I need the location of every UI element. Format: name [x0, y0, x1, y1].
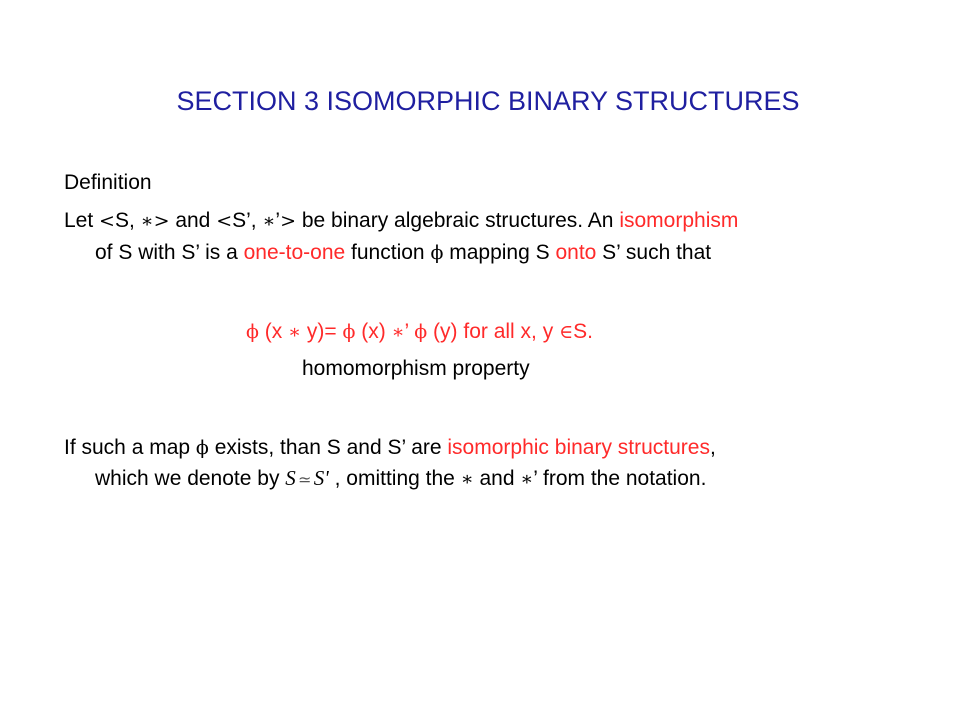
text-and: and — [473, 467, 521, 490]
text-such-that: S’ such that — [596, 241, 712, 264]
text-s-prime: S’, — [232, 209, 263, 232]
term-one-to-one: one-to-one — [243, 241, 346, 264]
formula-part: (y) for all x, y — [427, 320, 560, 343]
phi-symbol: ϕ — [414, 321, 428, 343]
rangle-symbol: > — [280, 210, 296, 232]
rangle-symbol: > — [153, 210, 170, 232]
formula-part: y)= — [301, 320, 343, 343]
isomorphic-line-2 — [95, 464, 706, 494]
text-function: function — [345, 241, 431, 264]
text-and: and — [169, 209, 217, 232]
math-s: S — [285, 466, 296, 490]
star-operator: ∗ — [140, 210, 154, 232]
definition-line-1 — [64, 207, 738, 235]
text-structures: be binary algebraic structures. An — [295, 209, 620, 232]
star-operator: ∗ — [460, 468, 474, 490]
text-mapping: mapping S — [443, 241, 556, 264]
term-onto: onto — [555, 241, 597, 264]
text-exists: exists, than S and S’ are — [208, 436, 448, 459]
star-operator-prime: ∗ — [262, 210, 276, 232]
element-of-symbol: ∈ — [559, 321, 574, 343]
definition-line-2 — [95, 239, 711, 267]
math-s-prime: S' — [313, 466, 329, 490]
slide-title: SECTION 3 ISOMORPHIC BINARY STRUCTURES — [176, 86, 800, 116]
homomorphism-property-label: homomorphism property — [302, 357, 530, 380]
phi-symbol: ϕ — [246, 321, 259, 343]
definition-label: Definition — [64, 171, 152, 194]
langle-symbol: < — [99, 210, 115, 232]
prime-mark: ’ — [275, 209, 281, 232]
star-operator-prime: ∗ — [391, 321, 405, 343]
star-operator: ∗ — [288, 321, 302, 343]
homomorphism-formula — [246, 318, 593, 346]
term-isomorphism: isomorphism — [619, 209, 739, 232]
phi-symbol: ϕ — [195, 437, 209, 459]
text-comma: , — [709, 436, 716, 459]
isomorphic-symbol: ≃ — [298, 470, 312, 489]
formula-part: (x) — [355, 320, 392, 343]
text-from-notation: ’ from the notation. — [533, 467, 707, 490]
text-s: S, — [114, 209, 141, 232]
isomorphic-line-1 — [64, 434, 716, 462]
formula-part: (x — [258, 320, 289, 343]
text-omitting: , omitting the — [328, 467, 461, 490]
text-let: Let — [64, 209, 100, 232]
text-of-s: of S with S’ is a — [95, 241, 244, 264]
term-isomorphic-binary-structures: isomorphic binary structures — [447, 436, 710, 459]
text-denote: which we denote by — [95, 467, 286, 490]
phi-symbol: ϕ — [342, 321, 356, 343]
prime-mark: ’ — [404, 320, 415, 343]
phi-symbol: ϕ — [430, 242, 444, 264]
text-if-such: If such a map — [64, 436, 196, 459]
formula-part: S. — [573, 320, 593, 343]
langle-symbol: < — [216, 210, 233, 232]
star-operator-prime: ∗ — [520, 468, 534, 490]
